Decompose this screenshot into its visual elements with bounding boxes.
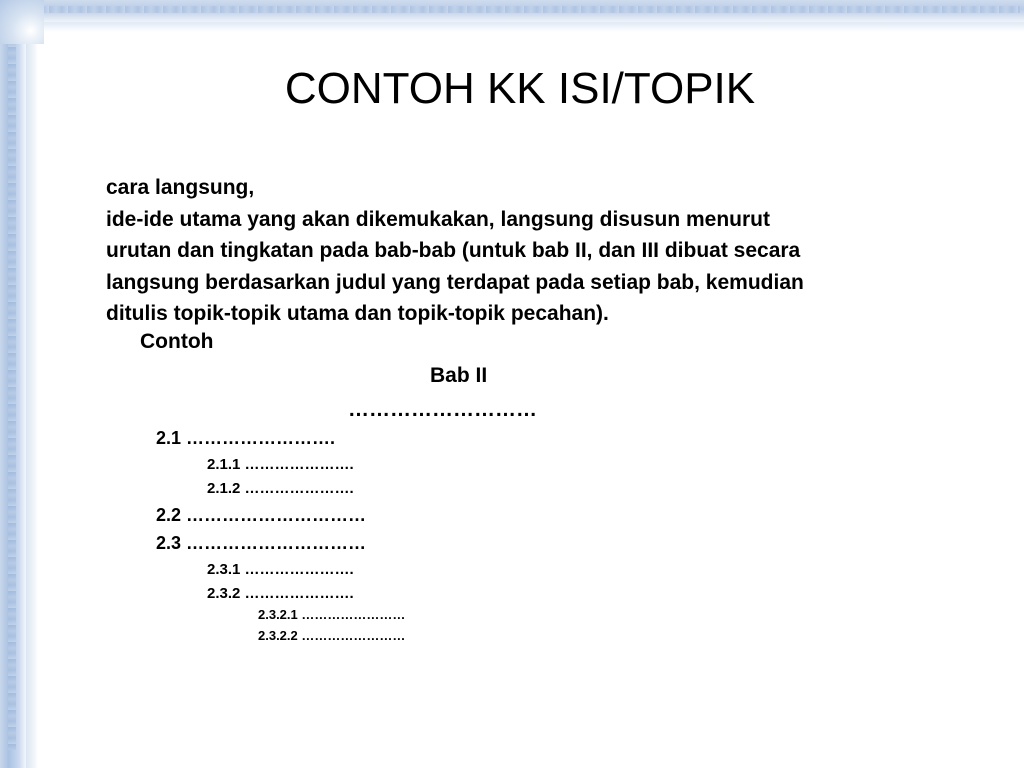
chapter-heading: Bab II xyxy=(430,364,488,387)
body-line: urutan dan tingkatan pada bab-bab (untuk bab II, dan III dibuat secara xyxy=(106,239,801,262)
body-line: ide-ide utama yang akan dikemukakan, langsung disusun menurut xyxy=(106,207,770,231)
frame-left-shadow xyxy=(26,20,38,768)
example-label: Contoh xyxy=(140,330,214,353)
outline-item-level1: 2.2 ………………………… xyxy=(156,505,367,525)
frame-corner xyxy=(0,0,44,44)
frame-left-chalk xyxy=(8,30,16,750)
frame-top-shadow xyxy=(20,22,1024,32)
outline-item-level2: 2.3.2 …………………. xyxy=(207,585,354,602)
outline-item-level3: 2.3.2.1 …………………… xyxy=(258,607,406,622)
chapter-title-placeholder: ……………………… xyxy=(348,398,537,421)
slide-title: CONTOH KK ISI/TOPIK xyxy=(284,64,756,113)
body-line: langsung berdasarkan judul yang terdapat pada setiap bab, kemudian xyxy=(106,270,804,294)
body-line: cara langsung, xyxy=(106,176,255,199)
outline-item-level2: 2.1.1 …………………. xyxy=(207,456,354,473)
outline-item-level2: 2.3.1 …………………. xyxy=(207,561,354,578)
outline-item-level2: 2.1.2 …………………. xyxy=(207,480,354,497)
body-text xyxy=(106,172,986,330)
frame-top-chalk xyxy=(30,6,1020,13)
outline-item-level3: 2.3.2.2 …………………… xyxy=(258,628,406,643)
outline-item-level1: 2.1 ……………………. xyxy=(156,428,336,448)
outline-item-level1: 2.3 ………………………… xyxy=(156,533,367,553)
body-line: ditulis topik-topik utama dan topik-topik pecahan). xyxy=(106,302,609,325)
